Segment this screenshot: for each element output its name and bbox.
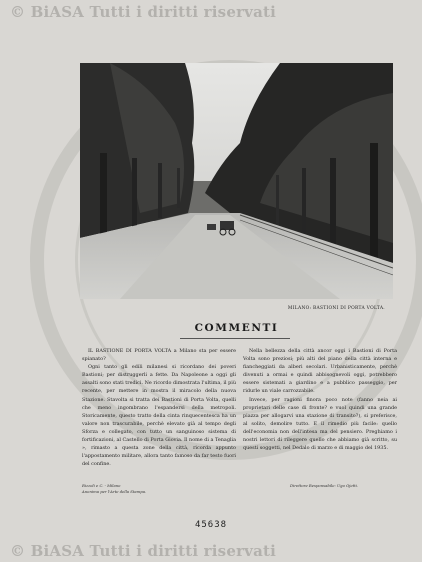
- photo-caption: MILANO: BASTIONI DI PORTA VOLTA.: [287, 306, 385, 311]
- watermark-top: © BiASA Tutti i diritti riservati: [10, 3, 277, 21]
- footer-printer-line2: Anonima per l'Arte della Stampa.: [82, 489, 147, 494]
- article-paragraph: Invece, per ragioni finora poco note (fanno neia ai proprietari delle case di fronte? e vuol quindi una grande piazza per allogarvi una stazione di transito?), si preferisce, al solito, demolire tutto. E il rimedio più facile: quello dell'economia non dell'intesa ma del pensiero. Preghiamo i nostri lettori di rileggere quello che abbiamo già scritto, su questi soggetti, nel Dedalo di marzo e di maggio del 1935.: [243, 396, 397, 452]
- footer-printer: [82, 483, 146, 495]
- page-number: 45638: [194, 520, 228, 530]
- article-paragraph: IL BASTIONE DI PORTA VOLTA a Milano sta per essere spianato?: [82, 348, 236, 363]
- footer-printer-line1: Rizzoli e C. - Milano: [82, 483, 121, 488]
- watermark-bottom: © BiASA Tutti i diritti riservati: [10, 542, 277, 560]
- article-column-left: [82, 347, 236, 468]
- article-paragraph: Ogni tanto gli edili milanesi si ricordano dei poveri Bastioni; per distruggerli a fette. Da Napoleone a oggi gli assalti sono stati tredici. Ne ricordo dimostrata l'ultima, il più recente, per mettere in mostra il miracolo della nuova Stazione. Stavolta si tratta dei Bastioni di Porta Volta, quelli che meno ingombrano l'espandersi della metropoli. Storicamente, questo tratto della cinta rinquecentesca ha un valore non trascurabile, perchè elevato già al tempo degli Sforza e collegato, con tutto un sanguinoso sistema di fortificazioni, al Castello di Porta Giovia. Il nome di a Tenaglia », rimasto a questa zone della città, ricorda appunto l'appostamento militare, allora tanto famoso da far testo fuori del confine.: [82, 364, 236, 468]
- footer-director: Direttore Responsabile: Ugo Ojetti.: [290, 483, 359, 488]
- article-column-right: [243, 347, 397, 452]
- section-heading: COMMENTI: [194, 322, 279, 334]
- article-paragraph: Nella bellezza della città ancor oggi i Bastioni di Porta Volta sono preziosi; più alti del piano della città interna e fiancheggiati da alberi secolari. Urbanisticamente, perchè divenuti a ormai e quindi abbisognevoli oggi, potrebbero essere sistemati a giardino e a pubblico passeggio, per ridurle un viale carrozzabile.: [243, 348, 397, 395]
- photo-bastioni-porta-volta: [80, 63, 393, 299]
- heading-rule: [180, 338, 290, 339]
